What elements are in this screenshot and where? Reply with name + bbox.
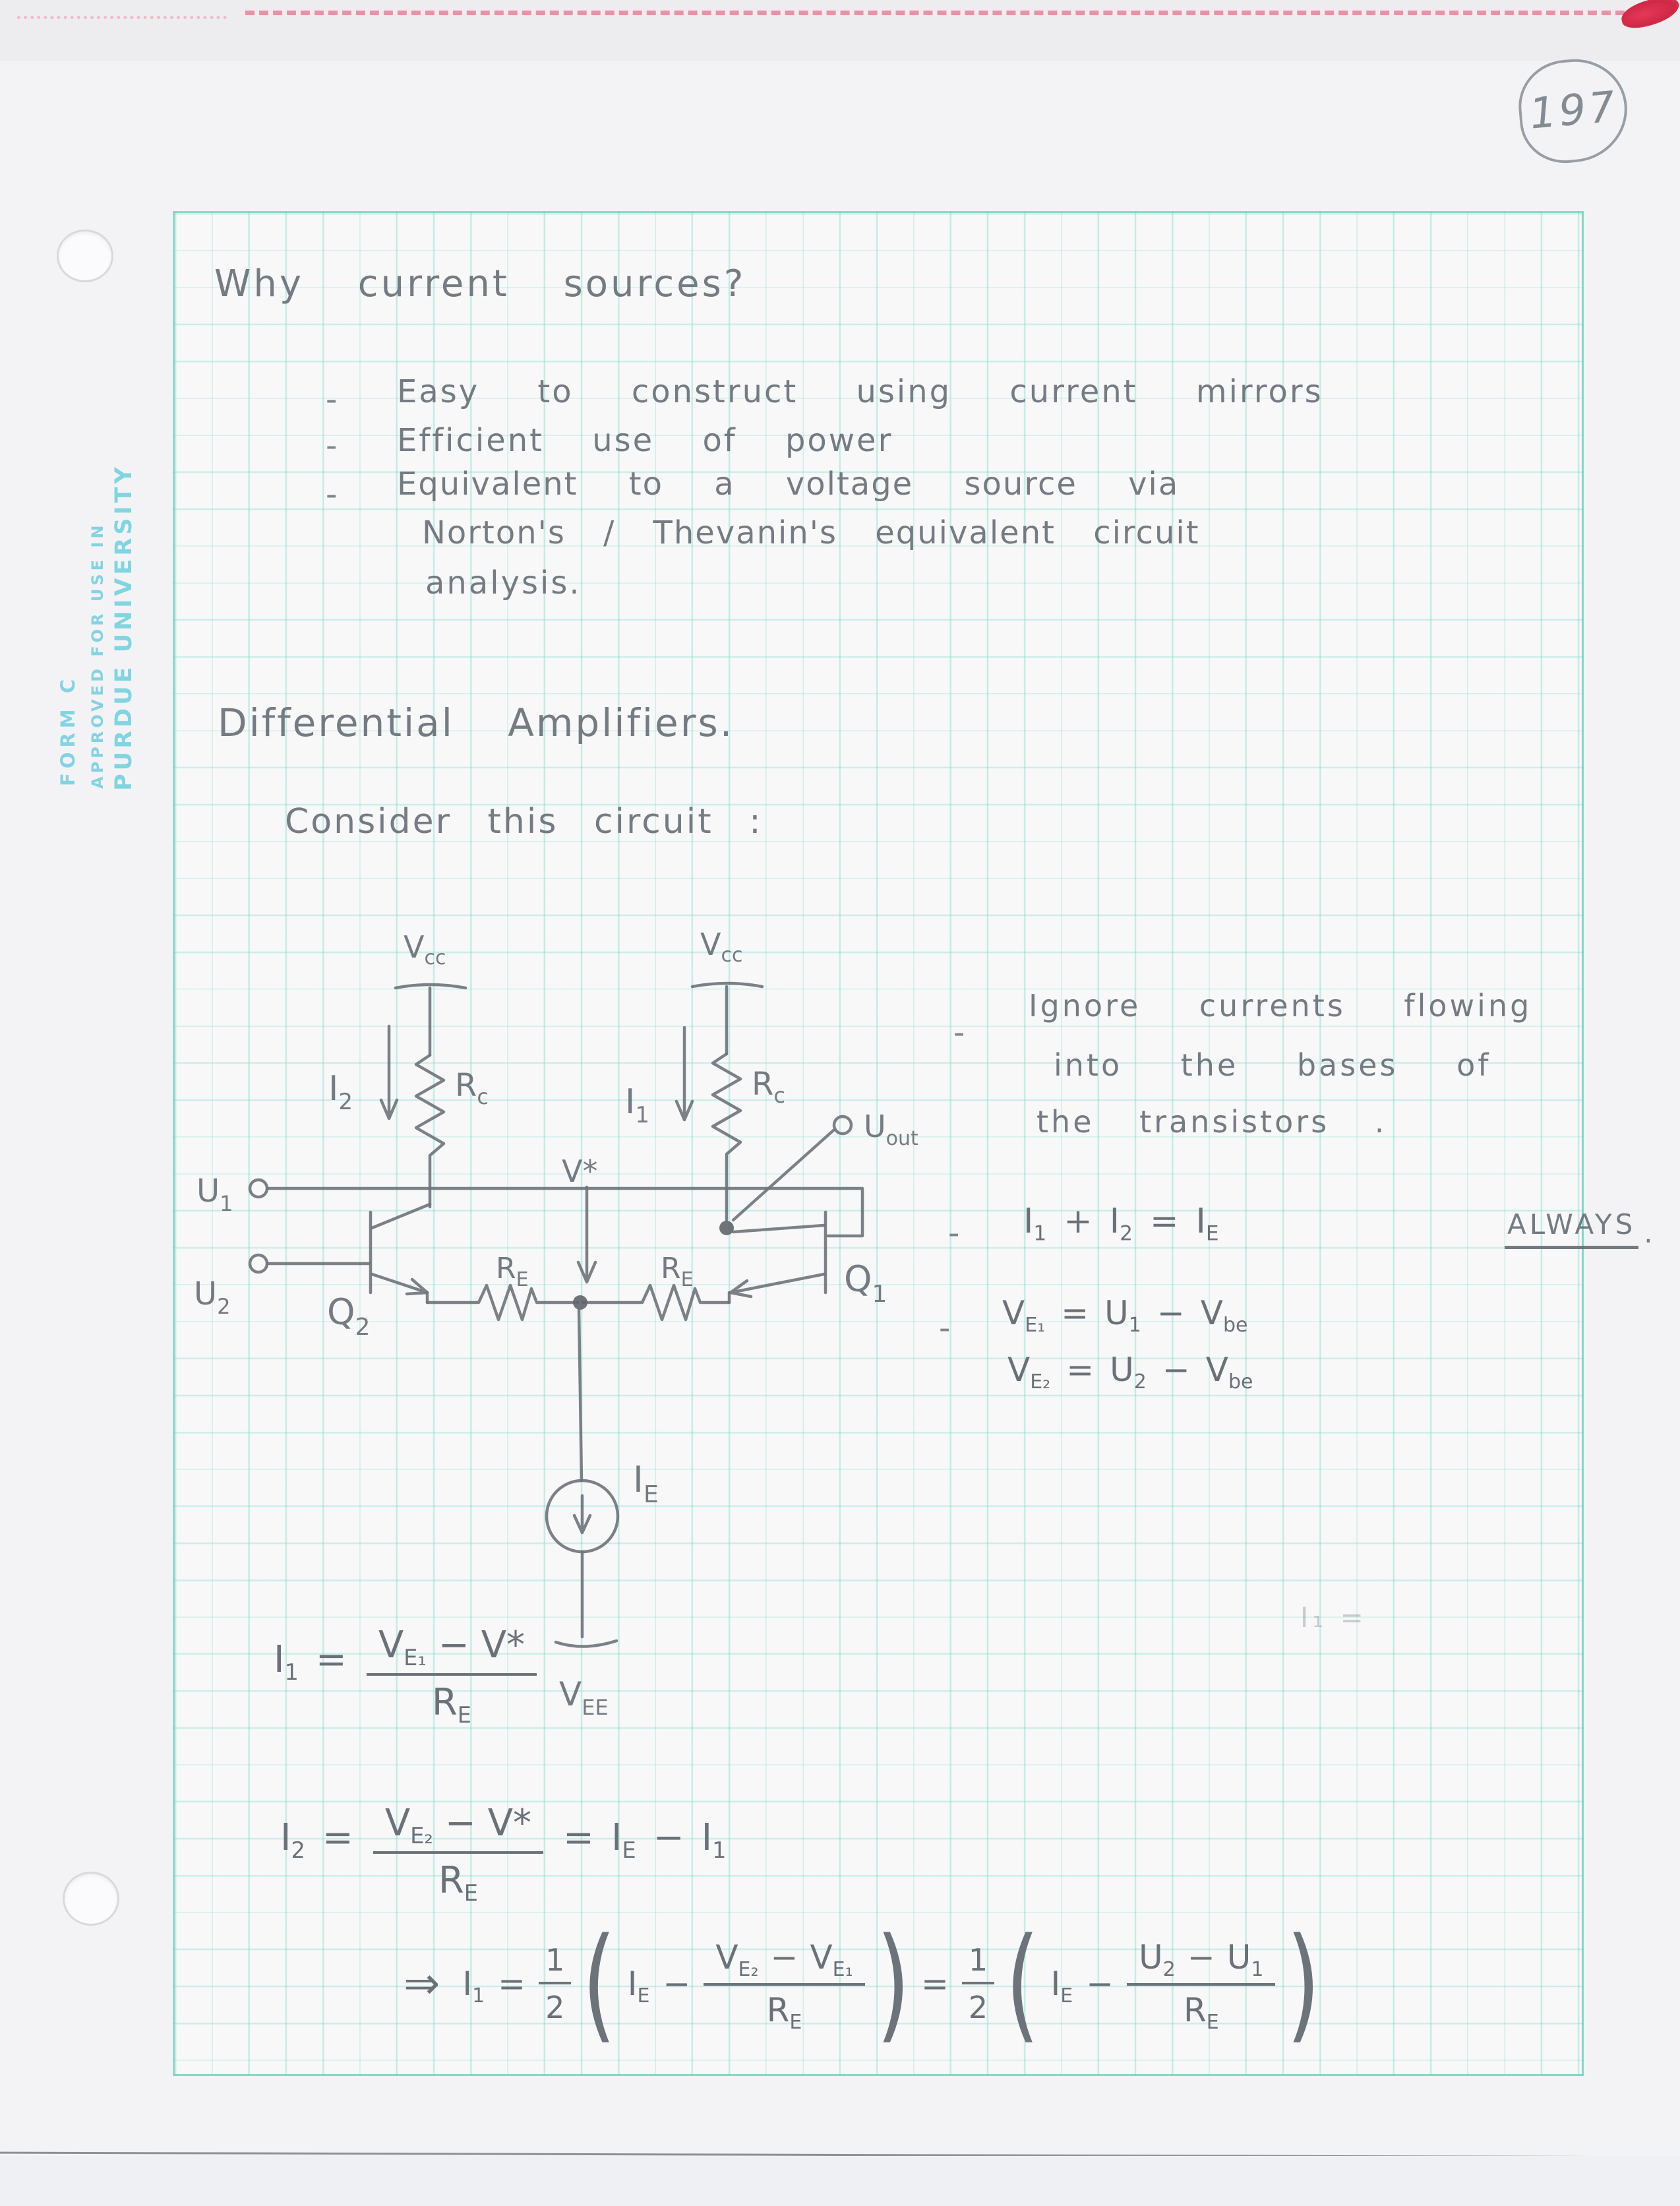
equation-lhs <box>274 1638 347 1686</box>
equation-i2-definition <box>280 1802 727 1907</box>
red-edge-dashed-line <box>245 11 1625 15</box>
vout-label: $U_{out}$ <box>864 1109 918 1150</box>
note-ignore-line1: Ignore currents flowing <box>1029 988 1532 1024</box>
q2-collector <box>372 1204 430 1228</box>
stamp-form-c: FORM C <box>57 674 79 786</box>
minus-sign: − <box>1187 1938 1215 1976</box>
re-right-label: $R_E$ <box>661 1252 694 1291</box>
bullet-equivalent-line3: analysis. <box>425 565 582 601</box>
page-number-circle <box>1515 55 1632 167</box>
note-dash: - <box>948 1215 960 1252</box>
collector-node-dot <box>719 1221 734 1235</box>
u1-label: $U_1$ <box>196 1173 233 1216</box>
math-ve1: $V_{E_1}$ <box>810 1938 853 1981</box>
fraction <box>373 1802 543 1907</box>
u1-terminal <box>250 1180 267 1197</box>
equals-sign: = <box>498 1964 526 2003</box>
punch-hole-top <box>57 230 113 282</box>
fraction <box>367 1624 537 1729</box>
red-edge-dotted-line <box>17 16 227 19</box>
equation-ve2 <box>1007 1351 1253 1394</box>
minus-sign: − <box>653 1816 684 1859</box>
vee-label: $V_{EE}$ <box>559 1675 609 1720</box>
period: . <box>1644 1217 1653 1249</box>
bullet-dash: - <box>326 381 338 418</box>
fraction-numerator <box>367 1624 537 1676</box>
fraction-denominator <box>438 1854 478 1907</box>
bullet-efficient-power: Efficient use of power <box>397 422 893 459</box>
math-vbe: $V_{be}$ <box>1200 1294 1248 1337</box>
vstar-arrow <box>578 1187 595 1282</box>
q1-collector <box>733 1225 824 1232</box>
stamp-approved: APPROVED FOR USE IN <box>88 522 107 789</box>
math-u2: $U_2$ <box>1139 1938 1176 1981</box>
fraction-one-half <box>962 1942 994 2025</box>
math-re: $R_E$ <box>1183 1990 1219 2034</box>
ie-label: $I_E$ <box>633 1459 659 1508</box>
math-i2: $I_2$ <box>1109 1202 1133 1246</box>
fraction-numerator <box>704 1938 864 1986</box>
math-vbe: $V_{be}$ <box>1205 1351 1253 1394</box>
resistor-re-left <box>427 1285 578 1320</box>
equals-sign: = <box>563 1816 594 1859</box>
fraction-numerator: 1 <box>539 1942 571 1984</box>
math-vstar: V* <box>487 1802 532 1845</box>
fraction-numerator <box>373 1802 543 1854</box>
q1-emitter-arrow <box>731 1274 824 1297</box>
differential-pair-circuit-diagram <box>171 877 996 1754</box>
minus-sign: − <box>1086 1964 1114 2003</box>
equals-sign: = <box>1066 1351 1095 1389</box>
fraction-one-half <box>539 1942 571 2025</box>
fraction-denominator <box>431 1676 471 1729</box>
math-ie: $I_E$ <box>627 1964 650 2007</box>
math-ve2: $V_{E_2}$ <box>715 1938 759 1981</box>
math-i1: $I_1$ <box>1023 1202 1047 1246</box>
math-re: $R_E$ <box>438 1859 478 1907</box>
note-dash: - <box>953 1014 965 1051</box>
faint-ghost-text: I₁ = <box>1300 1601 1367 1634</box>
math-i1: $I_1$ <box>701 1816 727 1864</box>
minus-sign: − <box>438 1624 469 1667</box>
math-i1: $I_1$ <box>462 1964 485 2007</box>
equation-kcl <box>1023 1202 1219 1246</box>
bullet-equivalent-line2: Norton's / Thevanin's equivalent circuit <box>422 514 1200 551</box>
u2-terminal <box>250 1255 267 1272</box>
wire <box>579 1310 582 1481</box>
rc-right-label: $R_c$ <box>752 1066 785 1108</box>
math-u2: $U_2$ <box>1110 1351 1147 1394</box>
math-re: $R_E$ <box>766 1990 802 2034</box>
minus-sign: − <box>663 1964 691 2003</box>
always-underlined: ALWAYS <box>1505 1208 1638 1249</box>
stamp-purdue-university: PURDUE UNIVERSITY <box>111 464 137 791</box>
bullet-dash: - <box>326 427 338 464</box>
resistor-rc-right <box>713 1054 740 1220</box>
resistor-rc-left <box>416 1055 444 1207</box>
equals-sign: = <box>322 1816 353 1859</box>
re-left-label: $R_E$ <box>496 1252 529 1291</box>
math-vstar: V* <box>481 1624 525 1667</box>
math-ie: $I_E$ <box>611 1816 636 1864</box>
minus-sign: − <box>1162 1351 1190 1389</box>
math-ve2: $V_{E_2}$ <box>1007 1351 1051 1394</box>
i1-label: $I_1$ <box>625 1082 649 1128</box>
q1-label: $Q_1$ <box>844 1258 887 1308</box>
close-paren: ) <box>1286 1911 1321 2056</box>
equals-sign: = <box>921 1964 949 2003</box>
vee-ground-bar <box>556 1641 616 1647</box>
fraction-denominator: 2 <box>968 1989 988 2025</box>
equation-i1-definition <box>274 1624 537 1729</box>
scan-top-shadow <box>0 0 1680 61</box>
i2-current-arrow <box>381 1026 397 1118</box>
vout-terminal <box>834 1117 851 1134</box>
note-ignore-line2: into the bases of <box>1054 1047 1491 1083</box>
math-u1: $U_1$ <box>1104 1294 1141 1337</box>
math-i1: $I_1$ <box>274 1638 299 1686</box>
equals-sign: = <box>1149 1202 1179 1241</box>
current-source-arrow <box>574 1496 590 1533</box>
vout-wire <box>733 1130 833 1220</box>
implies-arrow: ⇒ <box>404 1958 440 2009</box>
q2-emitter-arrow <box>372 1274 427 1294</box>
math-re: $R_E$ <box>431 1681 471 1729</box>
fraction <box>704 1938 864 2034</box>
resistor-re-right <box>583 1285 729 1320</box>
minus-sign: − <box>444 1802 476 1845</box>
equation-lhs <box>280 1816 353 1864</box>
heading-why-current-sources: Why current sources? <box>214 262 746 305</box>
equals-sign: = <box>315 1638 347 1681</box>
fraction-denominator: 2 <box>545 1989 565 2025</box>
math-ve1: $V_{E_1}$ <box>1002 1294 1046 1337</box>
math-ve1: $V_{E_1}$ <box>378 1624 427 1671</box>
rc-left-label: $R_c$ <box>455 1067 489 1109</box>
math-u1: $U_1$ <box>1226 1938 1264 1981</box>
plus-sign: + <box>1064 1202 1093 1241</box>
scanner-background <box>0 2156 1680 2206</box>
vstar-label: V* <box>562 1153 598 1189</box>
i2-label: $I_2$ <box>328 1069 353 1115</box>
q2-label: $Q_2$ <box>327 1291 371 1341</box>
equals-sign: = <box>1061 1294 1089 1332</box>
open-paren: ( <box>582 1911 616 2056</box>
equation-i1-result <box>404 1911 1321 2056</box>
bullet-dash: - <box>326 476 338 513</box>
math-ie: $I_E$ <box>1050 1964 1073 2007</box>
equation-rhs <box>563 1816 727 1864</box>
u2-label: $U_2$ <box>194 1275 231 1319</box>
subheading-consider-circuit: Consider this circuit : <box>285 802 763 842</box>
vcc-left-label: $V_{cc}$ <box>404 929 446 969</box>
fraction-numerator <box>1127 1938 1275 1986</box>
vstar-node-dot <box>573 1295 587 1310</box>
math-i2: $I_2$ <box>280 1816 305 1864</box>
math-ie: $I_E$ <box>1195 1202 1219 1246</box>
fraction-denominator <box>766 1986 802 2034</box>
minus-sign: − <box>1156 1294 1185 1332</box>
always-annotation <box>1505 1208 1653 1249</box>
open-paren: ( <box>1005 1911 1040 2056</box>
fraction-numerator: 1 <box>962 1942 994 1984</box>
fraction-denominator <box>1183 1986 1219 2034</box>
page-number: 197 <box>1526 82 1620 140</box>
heading-differential-amplifiers: Differential Amplifiers. <box>218 700 735 745</box>
note-ignore-line3: the transistors . <box>1036 1104 1387 1140</box>
i1-current-arrow <box>676 1027 692 1120</box>
equation-ve1 <box>1002 1294 1248 1337</box>
math-ve2: $V_{E_2}$ <box>384 1802 433 1849</box>
note-dash: - <box>939 1310 951 1347</box>
minus-sign: − <box>770 1938 798 1976</box>
bullet-easy-to-construct: Easy to construct using current mirrors <box>397 373 1323 410</box>
punch-hole-bottom <box>63 1872 119 1926</box>
fraction <box>1127 1938 1275 2034</box>
vcc-right-label: $V_{cc}$ <box>700 927 743 967</box>
bullet-equivalent-line1: Equivalent to a voltage source via <box>397 466 1180 503</box>
close-paren: ) <box>876 1911 910 2056</box>
